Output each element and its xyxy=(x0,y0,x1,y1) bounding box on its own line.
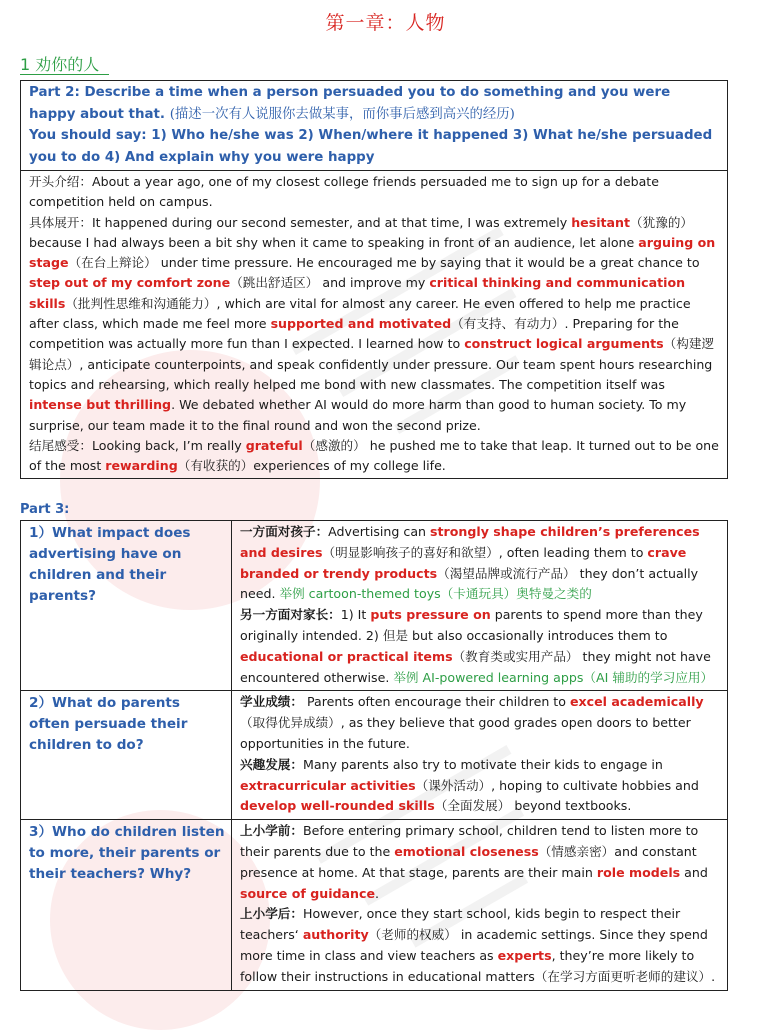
answer-text: , hoping to cultivate hobbies and xyxy=(491,777,699,793)
translation: （感激的） xyxy=(302,437,366,453)
part3-question: 3）Who do children listen to more, their parents or their teachers? Why? xyxy=(21,820,232,990)
part2-should-say: You should say: 1) Who he/she was 2) When/where it happened 3) What he/she persuaded you to do 4) And explain why you were happy xyxy=(29,128,713,165)
translation: （取得优异成绩） xyxy=(240,715,341,731)
highlight-phrase: critical thinking and communication skills xyxy=(29,275,686,311)
part3-answer xyxy=(232,691,728,820)
highlight-phrase: crave branded or trendy products xyxy=(240,544,687,581)
part3-table xyxy=(20,520,728,991)
ending-label: 结尾感受： xyxy=(29,437,92,453)
answer-text: they might not have encountered otherwise. xyxy=(240,648,711,685)
highlight-phrase: emotional closeness xyxy=(394,843,539,859)
body-label: 具体展开： xyxy=(29,214,92,230)
answer-text: they don’t actually need. xyxy=(240,565,699,602)
body-text: , anticipate counterpoints, and speak confidently under pressure. Our team spent hours researching topics and rehearsing, which really helped me bond with new classmates. The competition itself was xyxy=(29,356,713,392)
answer-text: and xyxy=(680,864,708,880)
body-text: because I had always been a bit shy when it came to speaking in front of an audience, let alone xyxy=(29,234,639,250)
highlight-phrase: excel academically xyxy=(569,694,704,710)
translation: （老师的权威） xyxy=(368,927,457,943)
answer-text: , they’re more likely to follow their instructions in educational matters（在学习方面更听老师的建议）. xyxy=(240,947,716,984)
translation: （课外活动） xyxy=(415,777,492,793)
answer-text: 1) It xyxy=(340,607,371,623)
body-text: . Preparing for the competition was actually more fun than I expected. I learned how to xyxy=(29,316,679,352)
translation: （跳出舒适区） xyxy=(230,275,319,291)
answer-text: , often leading them to xyxy=(498,544,648,560)
body-text: . We debated whether AI would do more harm than good to human society. To my surprise, our team made it to the final round and won the second prize. xyxy=(29,397,687,433)
intro-text: About a year ago, one of my closest college friends persuaded me to sign up for a debate competition held on campus. xyxy=(29,174,659,210)
highlight-phrase: experts xyxy=(497,947,552,963)
answer-text: Many parents also try to motivate their kids to engage in xyxy=(302,756,663,772)
answer-label: 上小学前： xyxy=(240,823,303,839)
section-title: 1 劝你的人 xyxy=(20,55,100,74)
part2-answer-cell xyxy=(21,171,728,479)
part3-question: 1）What impact does advertising have on children and their parents? xyxy=(21,521,232,691)
translation: （犹豫的） xyxy=(630,214,693,230)
answer-label: 兴趣发展： xyxy=(240,756,303,772)
part3-answer xyxy=(232,820,728,990)
translation: （渴望品牌或流行产品） xyxy=(437,565,576,581)
highlight-phrase: develop well-rounded skills xyxy=(240,798,435,814)
ending-text: Looking back, I’m really xyxy=(91,437,246,453)
body-text: , which are vital for almost any career. He even offered to help me practice after class, which made me feel more xyxy=(29,295,691,332)
answer-text: beyond textbooks. xyxy=(510,798,632,814)
answer-text: Parents often encourage their children to xyxy=(302,694,570,710)
answer-text: However, once they start school, kids begin to respect their teachers‘ xyxy=(240,906,681,943)
part2-question: Part 2: Describe a time when a person persuaded you to do something and you were happy about that. xyxy=(29,85,671,122)
part3-heading: Part 3: xyxy=(20,502,70,517)
ending-text: he pushed me to take that leap. It turned out to be one of the most xyxy=(29,437,719,474)
part3-question: 2）What do parents often persuade their children to do? xyxy=(21,691,232,820)
answer-text: . xyxy=(375,885,380,901)
translation: （情感亲密） xyxy=(538,843,615,859)
translation: （明显影响孩子的喜好和欲望） xyxy=(322,544,499,560)
answer-label: 学业成绩： xyxy=(240,694,303,710)
answer-text: , as they believe that good grades open doors to better opportunities in the future. xyxy=(240,715,691,751)
table-row xyxy=(21,521,728,691)
answer-text: and constant presence at home. At that stage, parents are their main xyxy=(240,843,697,880)
body-text: It happened during our second semester, and at that time, I was extremely xyxy=(91,214,572,230)
highlight-phrase: extracurricular activities xyxy=(240,777,416,793)
part2-question-cn: (描述一次有人说服你去做某事，而你事后感到高兴的经历) xyxy=(169,106,515,122)
highlight-phrase: rewarding xyxy=(105,458,178,474)
body-text: under time pressure. He encouraged me by saying that it would be a great chance to xyxy=(156,255,700,271)
part3-answer xyxy=(232,521,728,691)
part2-table xyxy=(20,80,728,479)
answer-text: in academic settings. Since they spend more time in class and view teachers as xyxy=(240,927,708,963)
example-note: 举例 AI-powered learning apps（AI 辅助的学习应用） xyxy=(393,669,714,685)
translation: （有收获的） xyxy=(177,458,254,474)
highlight-phrase: hesitant xyxy=(571,214,631,230)
translation: （批判性思维和沟通能力） xyxy=(65,295,217,311)
intro-label: 开头介绍： xyxy=(29,174,92,189)
highlight-phrase: construct logical arguments xyxy=(464,336,664,352)
translation: （教育类或实用产品） xyxy=(452,648,579,664)
translation: （有支持、有动力） xyxy=(451,316,565,332)
answer-label: 另一方面对家长： xyxy=(240,607,341,623)
highlight-phrase: arguing on stage xyxy=(29,234,716,271)
highlight-phrase: grateful xyxy=(245,437,303,453)
highlight-phrase: strongly shape children’s preferences and desires xyxy=(240,524,700,560)
example-note: 举例 cartoon-themed toys（卡通玩具）奥特曼之类的 xyxy=(279,586,592,602)
answer-label: 上小学后： xyxy=(240,906,303,922)
answer-text: Before entering primary school, children tend to listen more to their parents due to the xyxy=(240,823,699,859)
answer-text: parents to spend more than they originally intended. 2) 但是 but also occasionally introduces them to xyxy=(240,607,703,643)
ending-text: experiences of my college life. xyxy=(253,458,446,474)
table-row xyxy=(21,691,728,820)
highlight-phrase: intense but thrilling xyxy=(29,397,172,413)
highlight-phrase: educational or practical items xyxy=(240,648,453,664)
part2-question-cell xyxy=(21,81,728,171)
section-title-underline xyxy=(20,74,109,75)
translation: （构建逻辑论点） xyxy=(29,336,715,372)
highlight-phrase: role models xyxy=(596,864,681,880)
chapter-title: 第一章：人物 xyxy=(325,12,446,34)
body-text: and improve my xyxy=(318,275,430,291)
highlight-phrase: puts pressure on xyxy=(370,607,491,623)
table-row xyxy=(21,820,728,990)
answer-text: Advertising can xyxy=(328,524,431,539)
highlight-phrase: supported and motivated xyxy=(270,316,452,332)
translation: （全面发展） xyxy=(434,798,511,814)
highlight-phrase: authority xyxy=(302,927,369,943)
highlight-phrase: source of guidance xyxy=(240,885,376,901)
highlight-phrase: step out of my comfort zone xyxy=(29,275,231,291)
answer-label: 一方面对孩子： xyxy=(240,524,329,539)
translation: （在台上辩论） xyxy=(68,255,157,271)
